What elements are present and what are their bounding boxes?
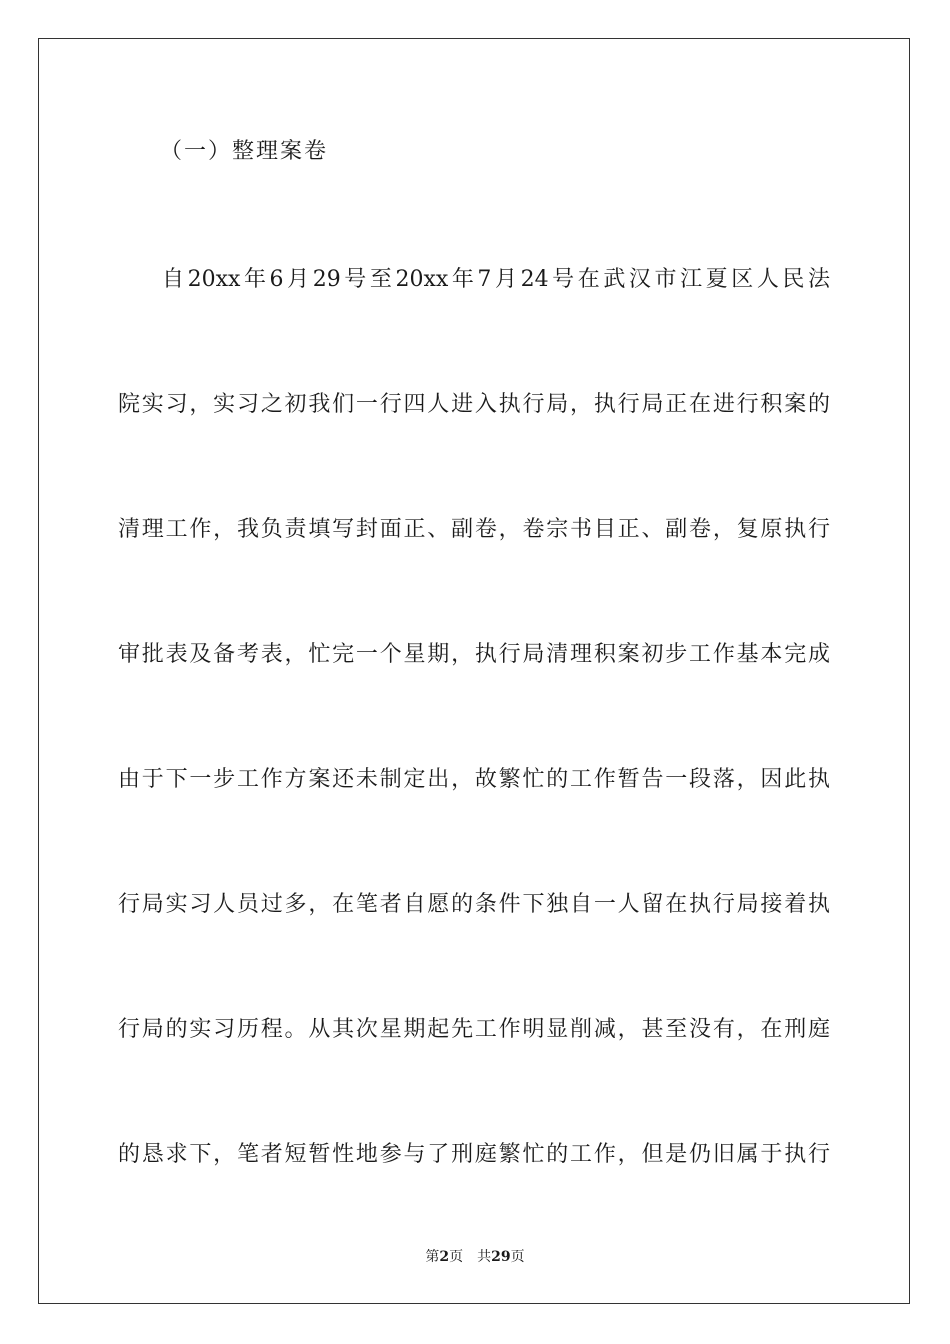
paragraph-line: 由于下一步工作方案还未制定出，故繁忙的工作暂告一段落，因此执 (118, 767, 830, 792)
page-number: 2 (439, 1249, 450, 1265)
paragraph-line: 清理工作，我负责填写封面正、副卷，卷宗书目正、副卷，复原执行 (118, 517, 830, 542)
paragraph-line: 行局的实习历程。从其次星期起先工作明显削减，甚至没有，在刑庭 (118, 1017, 830, 1042)
paragraph-line: 行局实习人员过多，在笔者自愿的条件下独自一人留在执行局接着执 (118, 892, 830, 917)
page-suffix: 页 (449, 1249, 464, 1265)
section-heading: （一）整理案卷 (160, 139, 329, 164)
paragraph-line: 审批表及备考表，忙完一个星期，执行局清理积案初步工作基本完成 (118, 642, 830, 667)
total-prefix: 共 (477, 1249, 492, 1265)
total-suffix: 页 (510, 1249, 525, 1265)
paragraph-line: 院实习，实习之初我们一行四人进入执行局，执行局正在进行积案的 (118, 392, 830, 417)
paragraph-line: 自20xx年6月29号至20xx年7月24号在武汉市江夏区人民法 (162, 267, 830, 292)
page-footer (0, 1246, 950, 1266)
page-prefix: 第 (425, 1249, 440, 1265)
page-border (38, 38, 910, 1304)
total-pages: 29 (491, 1249, 511, 1265)
paragraph-line: 的恳求下，笔者短暂性地参与了刑庭繁忙的工作，但是仍旧属于执行 (118, 1142, 830, 1167)
